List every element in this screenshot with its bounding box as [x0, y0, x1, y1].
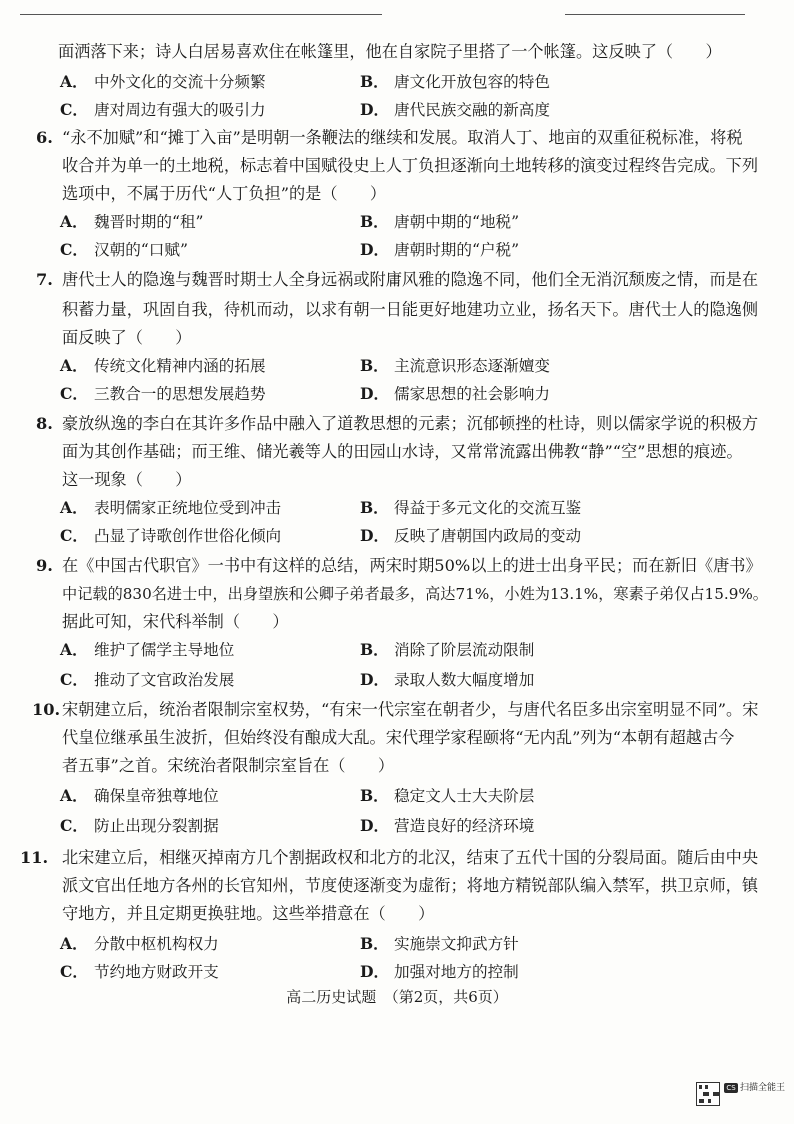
question-8-line-1: 豪放纵逸的李白在其许多作品中融入了道教思想的元素；沉郁顿挫的杜诗，则以儒家学说的积极方: [62, 414, 759, 433]
question-11-line-3: 守地方，并且定期更换驻地。这些举措意在（ ）: [62, 904, 435, 923]
option-text: 唐文化开放包容的特色: [394, 73, 550, 91]
option-letter: D．: [360, 384, 390, 403]
option-8d: [360, 522, 581, 550]
option-text: 录取人数大幅度增加: [394, 671, 535, 689]
question-7-line-2: 积蓄力量，巩固自我，待机而动，以求有朝一日能更好地建功立业，扬名天下。唐代士人的隐逸侧: [62, 300, 759, 319]
option-10a: [60, 782, 219, 810]
option-7b: [360, 352, 550, 380]
option-8c: [60, 522, 281, 550]
option-6a: [60, 208, 204, 236]
option-text: 营造良好的经济环境: [394, 817, 535, 835]
question-11-line-2: 派文官出任地方各州的长官知州，节度使逐渐变为虚衔；将地方精锐部队编入禁军，拱卫京师，镇: [62, 876, 759, 895]
option-text: 魏晋时期的“租”: [94, 213, 204, 231]
question-7-line-3: 面反映了（ ）: [62, 328, 192, 347]
option-letter: D．: [360, 816, 390, 835]
option-text: 唐对周边有强大的吸引力: [94, 101, 266, 119]
option-letter: C．: [60, 384, 89, 403]
option-letter: C．: [60, 100, 89, 119]
question-9-line-2: 中记载的830名进士中，出身望族和公卿子弟者最多，高达71%，小姓为13.1%，寒素子弟仅占15.9%。: [62, 585, 768, 603]
option-text: 确保皇帝独尊地位: [94, 787, 219, 805]
option-letter: A．: [60, 786, 88, 805]
option-9a: [60, 636, 234, 664]
option-letter: D．: [360, 670, 390, 689]
option-6c: [60, 236, 188, 264]
question-8-number: 8.: [36, 414, 53, 433]
option-text: 凸显了诗歌创作世俗化倾向: [94, 527, 282, 545]
option-text: 唐朝时期的“户税”: [394, 241, 520, 259]
option-text: 传统文化精神内涵的拓展: [94, 357, 266, 375]
option-11c: [60, 958, 219, 986]
option-5b: [360, 68, 550, 96]
option-7d: [360, 380, 550, 408]
question-8-line-2: 面为其创作基础；而王维、储光羲等人的田园山水诗，又常常流露出佛教“静”“空”思想的痕迹。: [62, 442, 743, 461]
question-6-line-1: “永不加赋”和“摊丁入亩”是明朝一条鞭法的继续和发展。取消人丁、地亩的双重征税标准，将税: [62, 128, 743, 147]
question-7-number: 7.: [36, 270, 53, 289]
option-11d: [360, 958, 519, 986]
option-letter: D．: [360, 240, 390, 259]
option-text: 分散中枢机构权力: [94, 935, 219, 953]
option-8b: [360, 494, 581, 522]
question-10-line-1: 宋朝建立后，统治者限制宗室权势，“有宋一代宗室在朝者少，与唐代名臣多出宗室明显不同”。宋: [62, 700, 759, 719]
option-10b: [360, 782, 534, 810]
option-text: 得益于多元文化的交流互鉴: [394, 499, 582, 517]
option-letter: A．: [60, 212, 88, 231]
option-text: 实施崇文抑武方针: [394, 935, 519, 953]
option-11b: [360, 930, 519, 958]
option-text: 节约地方财政开支: [94, 963, 219, 981]
option-10c: [60, 812, 219, 840]
question-9-number: 9.: [36, 556, 53, 575]
option-letter: B．: [360, 786, 389, 805]
option-7c: [60, 380, 266, 408]
scanner-stamp: [696, 1082, 786, 1108]
option-6b: [360, 208, 519, 236]
option-letter: C．: [60, 962, 89, 981]
option-text: 中外文化的交流十分频繁: [94, 73, 266, 91]
option-text: 唐代民族交融的新高度: [394, 101, 550, 119]
option-text: 稳定文人士大夫阶层: [394, 787, 535, 805]
option-letter: D．: [360, 100, 390, 119]
option-letter: A．: [60, 356, 88, 375]
option-letter: C．: [60, 526, 89, 545]
option-text: 表明儒家正统地位受到冲击: [94, 499, 282, 517]
question-9-line-1: 在《中国古代职官》一书中有这样的总结，两宋时期50%以上的进士出身平民；而在新旧《唐书》: [62, 556, 762, 575]
option-letter: C．: [60, 240, 89, 259]
option-11a: [60, 930, 219, 958]
option-letter: B．: [360, 212, 389, 231]
question-10-line-3: 者五事”之首。宋统治者限制宗室旨在（ ）: [62, 756, 395, 775]
scanner-app-name: 扫描全能王: [740, 1083, 786, 1093]
option-letter: D．: [360, 526, 390, 545]
option-text: 推动了文官政治发展: [94, 671, 235, 689]
option-letter: C．: [60, 816, 89, 835]
question-7-line-1: 唐代士人的隐逸与魏晋时期士人全身远祸或附庸风雅的隐逸不同，他们全无消沉颓废之情，而是在: [62, 270, 759, 289]
option-letter: A．: [60, 498, 88, 517]
option-letter: A．: [60, 934, 88, 953]
option-5d: [360, 96, 550, 124]
option-letter: A．: [60, 72, 88, 91]
option-text: 唐朝中期的“地税”: [394, 213, 520, 231]
option-text: 反映了唐朝国内政局的变动: [394, 527, 582, 545]
option-9d: [360, 666, 534, 694]
option-letter: B．: [360, 356, 389, 375]
qr-code-icon: [696, 1082, 720, 1106]
option-9c: [60, 666, 234, 694]
option-text: 消除了阶层流动限制: [394, 641, 535, 659]
question-9-line-3: 据此可知，宋代科举制（ ）: [62, 612, 289, 631]
option-letter: B．: [360, 498, 389, 517]
question-11-number: 11.: [20, 848, 49, 867]
question-6-line-2: 收合并为单一的土地税，标志着中国赋役史上人丁负担逐渐向土地转移的演变过程终告完成。下列: [62, 156, 759, 175]
cs-logo-icon: CS: [724, 1083, 738, 1093]
option-6d: [360, 236, 519, 264]
option-8a: [60, 494, 281, 522]
option-letter: D．: [360, 962, 390, 981]
option-5c: [60, 96, 266, 124]
option-text: 儒家思想的社会影响力: [394, 385, 550, 403]
option-letter: B．: [360, 934, 389, 953]
option-text: 防止出现分裂割据: [94, 817, 219, 835]
option-letter: B．: [360, 640, 389, 659]
question-10-number: 10.: [32, 700, 61, 719]
option-9b: [360, 636, 534, 664]
page-footer: 高二历史试题 （第2页，共6页）: [286, 988, 508, 1006]
option-7a: [60, 352, 266, 380]
question-10-line-2: 代皇位继承虽生波折，但始终没有酿成大乱。宋代理学家程颐将“无内乱”列为“本朝有超越古今: [62, 728, 735, 747]
option-5a: [60, 68, 266, 96]
option-text: 汉朝的“口赋”: [94, 241, 188, 259]
question-5-continuation: 面洒落下来；诗人白居易喜欢住在帐篷里，他在自家院子里搭了一个帐篷。这反映了（ ）: [58, 42, 722, 61]
option-text: 维护了儒学主导地位: [94, 641, 235, 659]
option-text: 三教合一的思想发展趋势: [94, 385, 266, 403]
option-10d: [360, 812, 534, 840]
option-text: 加强对地方的控制: [394, 963, 519, 981]
option-letter: A．: [60, 640, 88, 659]
question-11-line-1: 北宋建立后，相继灭掉南方几个割据政权和北方的北汉，结束了五代十国的分裂局面。随后由中央: [62, 848, 759, 867]
option-letter: B．: [360, 72, 389, 91]
question-8-line-3: 这一现象（ ）: [62, 470, 192, 489]
question-6-number: 6.: [36, 128, 53, 147]
option-letter: C．: [60, 670, 89, 689]
option-text: 主流意识形态逐渐嬗变: [394, 357, 550, 375]
question-6-line-3: 选项中，不属于历代“人丁负担”的是（ ）: [62, 184, 387, 203]
